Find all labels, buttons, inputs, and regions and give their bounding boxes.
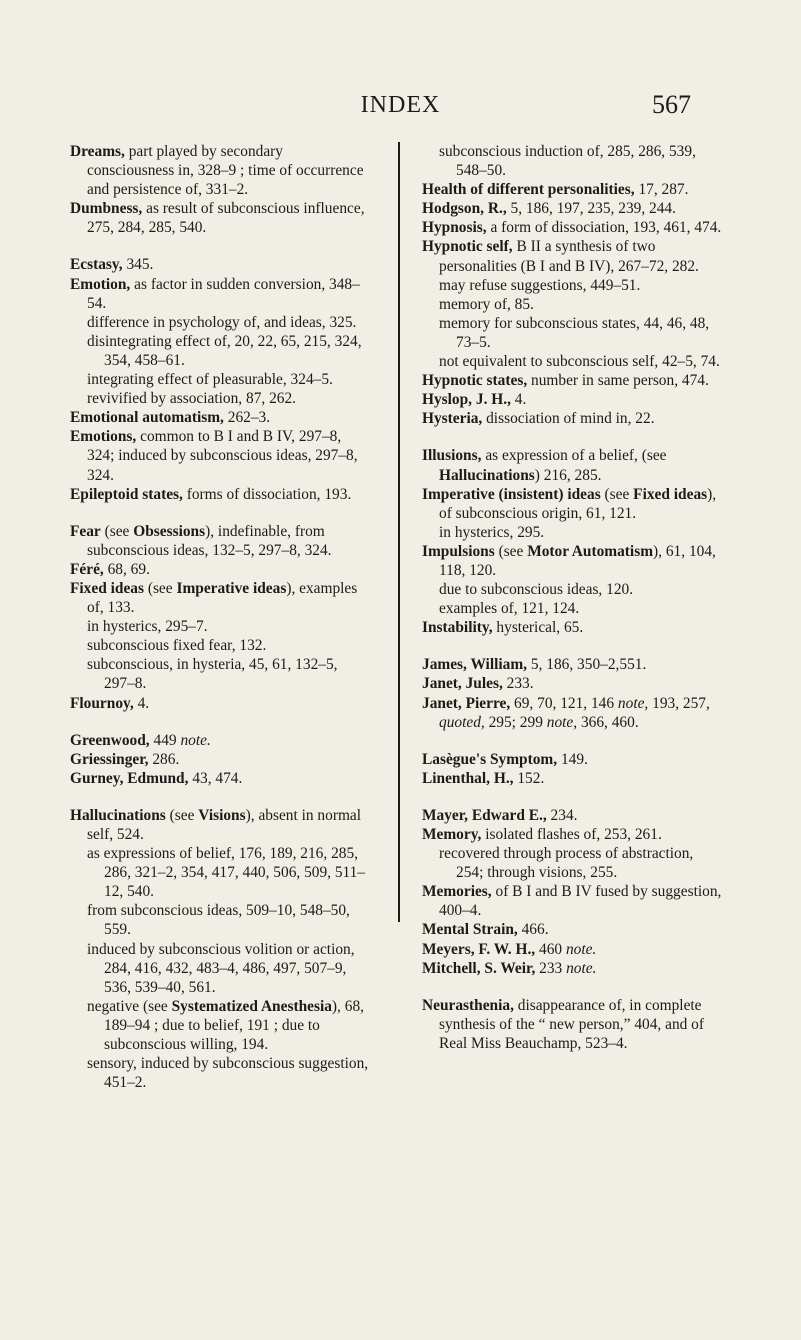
index-entry xyxy=(422,655,722,674)
index-text: 5, 186, 350–2,551. xyxy=(527,656,647,674)
index-text: 68, 69. xyxy=(103,560,150,578)
index-text: 262–3. xyxy=(223,409,271,427)
index-term: Mental Strain, xyxy=(422,921,518,939)
index-term: Impulsions xyxy=(422,542,495,560)
index-note: note. xyxy=(565,940,597,958)
index-entry xyxy=(422,542,722,580)
index-entry xyxy=(422,806,722,825)
index-term: Emotion, xyxy=(70,275,131,293)
page-number: 567 xyxy=(652,90,691,119)
index-text: subconscious induction of, 285, 286, 539, 548–50. xyxy=(439,143,696,180)
letter-section-gap xyxy=(70,504,370,522)
index-term: Emotional automatism, xyxy=(70,409,224,427)
index-text: ) 216, 285. xyxy=(534,466,602,484)
index-text: in hysterics, 295. xyxy=(439,523,545,541)
letter-section-gap xyxy=(70,237,370,255)
index-term: Hypnotic self, xyxy=(422,238,513,256)
index-text: negative (see xyxy=(87,997,172,1015)
cross-reference: Obsessions xyxy=(133,522,206,540)
index-term: Imperative (insistent) ideas xyxy=(422,485,601,503)
index-term: Hodgson, R., xyxy=(422,200,507,218)
index-text: as factor in sudden conversion, 348–54. xyxy=(87,275,360,312)
index-entry xyxy=(70,769,370,788)
index-entry xyxy=(422,218,722,237)
index-term: Hysteria, xyxy=(422,410,483,428)
index-subentry xyxy=(422,276,722,295)
index-term: Illusions, xyxy=(422,447,482,465)
index-entry xyxy=(70,579,370,617)
index-subentry xyxy=(422,599,722,618)
index-term: Hyslop, J. H., xyxy=(422,391,511,409)
index-term: Janet, Pierre, xyxy=(422,694,511,712)
cross-reference: Systematized Anesthesia xyxy=(171,997,332,1015)
letter-section-gap xyxy=(422,978,722,996)
index-text: 17, 287. xyxy=(634,181,689,199)
index-text: dissociation of mind in, 22. xyxy=(482,410,655,428)
index-text: integrating effect of pleasurable, 324–5. xyxy=(87,371,333,389)
index-subentry xyxy=(70,655,370,693)
index-entry xyxy=(70,731,370,750)
index-text: difference in psychology of, and ideas, 325. xyxy=(87,313,357,331)
index-text: number in same person, 474. xyxy=(527,372,709,390)
index-column-right xyxy=(422,142,722,1053)
letter-section-gap xyxy=(422,428,722,446)
index-entry xyxy=(422,959,722,978)
index-subentry xyxy=(70,901,370,939)
index-term: Hallucinations xyxy=(70,806,166,824)
index-text: 234. xyxy=(546,806,578,824)
index-entry xyxy=(422,674,722,693)
index-text: subconscious, in hysteria, 45, 61, 132–5, 297–8. xyxy=(87,656,338,693)
index-text: from subconscious ideas, 509–10, 548–50, 559. xyxy=(87,902,350,939)
index-entry xyxy=(70,275,370,313)
index-subentry xyxy=(422,142,722,180)
index-term: Mayer, Edward E., xyxy=(422,806,547,824)
index-term: Epileptoid states, xyxy=(70,485,183,503)
index-text: 460 xyxy=(535,940,566,958)
index-text: as expression of a belief, (see xyxy=(481,447,667,465)
index-entry xyxy=(70,408,370,427)
index-term: Fear xyxy=(70,522,101,540)
index-entry xyxy=(422,446,722,484)
index-term: Féré, xyxy=(70,560,104,578)
index-text: ), indefinable, from subconscious ideas, 132–5, 297–8, 324. xyxy=(87,522,332,559)
index-entry xyxy=(70,560,370,579)
index-term: Gurney, Edmund, xyxy=(70,769,189,787)
index-entry xyxy=(422,237,722,275)
index-text: ), 61, 104, 118, 120. xyxy=(439,542,716,579)
index-subentry xyxy=(70,844,370,901)
index-entry xyxy=(70,427,370,484)
index-text: common to B I and B IV, 297–8, 324; induced by subconscious ideas, 297–8, 324. xyxy=(87,428,358,484)
letter-section-gap xyxy=(70,713,370,731)
index-entry xyxy=(70,199,370,237)
index-term: Emotions, xyxy=(70,428,137,446)
index-text: a form of dissociation, 193, 461, 474. xyxy=(486,219,722,237)
index-note: note. xyxy=(180,731,211,749)
index-text: (see xyxy=(494,542,528,560)
index-text: memory for subconscious states, 44, 46, 48, 73–5. xyxy=(439,314,710,351)
index-term: Memories, xyxy=(422,883,492,901)
column-divider xyxy=(398,142,400,922)
index-note: quoted, xyxy=(439,713,485,731)
cross-reference: Visions xyxy=(198,806,246,824)
index-entry xyxy=(422,390,722,409)
index-subentry xyxy=(70,1054,370,1092)
index-text: 4. xyxy=(510,391,527,409)
index-text: ), 68, 189–94 ; due to belief, 191 ; due to subconscious willing, 194. xyxy=(104,997,364,1054)
index-entry xyxy=(422,694,722,732)
index-term: Janet, Jules, xyxy=(422,675,503,693)
index-text: sensory, induced by subconscious suggestion, 451–2. xyxy=(87,1055,369,1092)
index-note: note, xyxy=(546,713,578,731)
index-text: ), examples of, 133. xyxy=(87,579,358,617)
index-subentry xyxy=(70,940,370,997)
index-text: ), of subconscious origin, 61, 121. xyxy=(439,485,717,522)
index-term: Instability, xyxy=(422,619,493,637)
index-term: Lasègue's Symptom, xyxy=(422,750,558,768)
index-term: Dumbness, xyxy=(70,200,143,218)
index-text: part played by secondary consciousness in, 328–9 ; time of occurrence and persistence of, 331–2. xyxy=(87,143,364,199)
index-subentry xyxy=(70,997,370,1054)
index-text: 5, 186, 197, 235, 239, 244. xyxy=(506,200,676,218)
index-entry xyxy=(70,750,370,769)
index-subentry xyxy=(70,332,370,370)
index-text: subconscious fixed fear, 132. xyxy=(87,637,267,655)
index-entry xyxy=(422,180,722,199)
index-text: 152. xyxy=(513,769,545,787)
index-text: forms of dissociation, 193. xyxy=(182,485,352,503)
index-text: hysterical, 65. xyxy=(492,619,584,637)
index-subentry xyxy=(70,617,370,636)
letter-section-gap xyxy=(422,732,722,750)
index-subentry xyxy=(422,523,722,542)
index-text: disappearance of, in complete synthesis of the “ new person,” 404, and of Real Miss Beauchamp, 523–4. xyxy=(439,996,704,1052)
index-text: induced by subconscious volition or action, 284, 416, 432, 483–4, 486, 497, 507–9, 536, 539–40, 561. xyxy=(87,940,355,996)
index-text: (see xyxy=(165,806,199,824)
index-text: 233. xyxy=(502,675,534,693)
index-subentry xyxy=(422,295,722,314)
cross-reference: Hallucinations xyxy=(439,466,535,484)
index-text: 466. xyxy=(517,921,549,939)
index-text: 69, 70, 121, 146 xyxy=(510,694,618,712)
index-subentry xyxy=(422,580,722,599)
cross-reference: Motor Automatism xyxy=(527,542,654,560)
letter-section-gap xyxy=(422,788,722,806)
index-text: examples of, 121, 124. xyxy=(439,600,580,618)
index-entry xyxy=(422,825,722,844)
index-entry xyxy=(70,806,370,844)
index-text: 193, 257, xyxy=(648,694,710,712)
index-text: in hysterics, 295–7. xyxy=(87,618,208,636)
cross-reference: Fixed ideas xyxy=(633,485,708,503)
index-entry xyxy=(422,618,722,637)
letter-section-gap xyxy=(422,637,722,655)
index-entry xyxy=(70,694,370,713)
index-term: Greenwood, xyxy=(70,731,150,749)
index-text: 233 xyxy=(535,959,567,977)
index-entry xyxy=(422,996,722,1053)
index-entry xyxy=(70,522,370,560)
index-text: of B I and B IV fused by suggestion, 400–4. xyxy=(439,883,722,920)
index-text: as result of subconscious influence, 275, 284, 285, 540. xyxy=(87,200,365,237)
index-note: note, xyxy=(617,694,649,712)
index-text: recovered through process of abstraction, 254; through visions, 255. xyxy=(439,845,694,882)
index-entry xyxy=(70,255,370,274)
index-text: (see xyxy=(100,522,134,540)
index-entry xyxy=(422,882,722,920)
index-entry xyxy=(70,485,370,504)
index-text: 366, 460. xyxy=(577,713,639,731)
index-text: disintegrating effect of, 20, 22, 65, 215, 324, 354, 458–61. xyxy=(87,332,362,369)
index-subentry xyxy=(70,313,370,332)
index-subentry xyxy=(70,370,370,389)
index-entry xyxy=(422,940,722,959)
index-text: B II a synthesis of two personalities (B I and B IV), 267–72, 282. xyxy=(439,238,699,275)
index-subentry xyxy=(70,389,370,408)
index-note: note. xyxy=(566,959,597,977)
index-term: Fixed ideas xyxy=(70,579,144,597)
index-entry xyxy=(422,920,722,939)
index-text: 4. xyxy=(133,694,150,712)
index-term: Ecstasy, xyxy=(70,256,123,274)
index-entry xyxy=(422,485,722,523)
index-term: Memory, xyxy=(422,826,482,843)
index-text: (see xyxy=(600,485,634,503)
index-entry xyxy=(422,409,722,428)
index-text: (see xyxy=(143,579,177,597)
index-term: Griessinger, xyxy=(70,750,149,768)
index-term: Health of different personalities, xyxy=(422,181,635,199)
index-text: 286. xyxy=(148,750,180,768)
index-text: may refuse suggestions, 449–51. xyxy=(439,276,641,294)
index-text: isolated flashes of, 253, 261. xyxy=(481,826,662,843)
index-text: revivified by association, 87, 262. xyxy=(87,390,297,408)
index-entry xyxy=(70,142,370,199)
index-entry xyxy=(422,750,722,769)
index-term: Hypnotic states, xyxy=(422,372,528,390)
page-title: INDEX xyxy=(360,92,441,118)
index-subentry xyxy=(422,844,722,882)
cross-reference: Imperative ideas xyxy=(176,579,287,597)
index-subentry xyxy=(70,636,370,655)
index-entry xyxy=(422,199,722,218)
index-text: memory of, 85. xyxy=(439,295,534,313)
index-term: Neurasthenia, xyxy=(422,996,514,1014)
index-term: Meyers, F. W. H., xyxy=(422,940,536,958)
index-text: 149. xyxy=(557,750,588,768)
index-term: Dreams, xyxy=(70,143,125,160)
index-term: James, William, xyxy=(422,656,528,674)
index-column-left xyxy=(70,142,370,1092)
index-text: ), absent in normal self, 524. xyxy=(87,806,362,843)
index-entry xyxy=(422,769,722,788)
index-text: 345. xyxy=(122,256,154,274)
index-entry xyxy=(422,371,722,390)
letter-section-gap xyxy=(70,788,370,806)
index-term: Linenthal, H., xyxy=(422,769,514,787)
index-text: 449 xyxy=(149,731,181,749)
index-text: not equivalent to subconscious self, 42–5, 74. xyxy=(439,353,720,371)
index-text: as expressions of belief, 176, 189, 216, 285, 286, 321–2, 354, 417, 440, 506, 509, 511–12, 540. xyxy=(87,845,366,901)
index-subentry xyxy=(422,352,722,371)
index-subentry xyxy=(422,314,722,352)
index-term: Mitchell, S. Weir, xyxy=(422,959,536,977)
index-term: Flournoy, xyxy=(70,694,134,712)
index-text: 43, 474. xyxy=(188,769,243,787)
index-text: 295; 299 xyxy=(484,713,547,731)
index-text: due to subconscious ideas, 120. xyxy=(439,581,634,599)
index-term: Hypnosis, xyxy=(422,219,487,237)
